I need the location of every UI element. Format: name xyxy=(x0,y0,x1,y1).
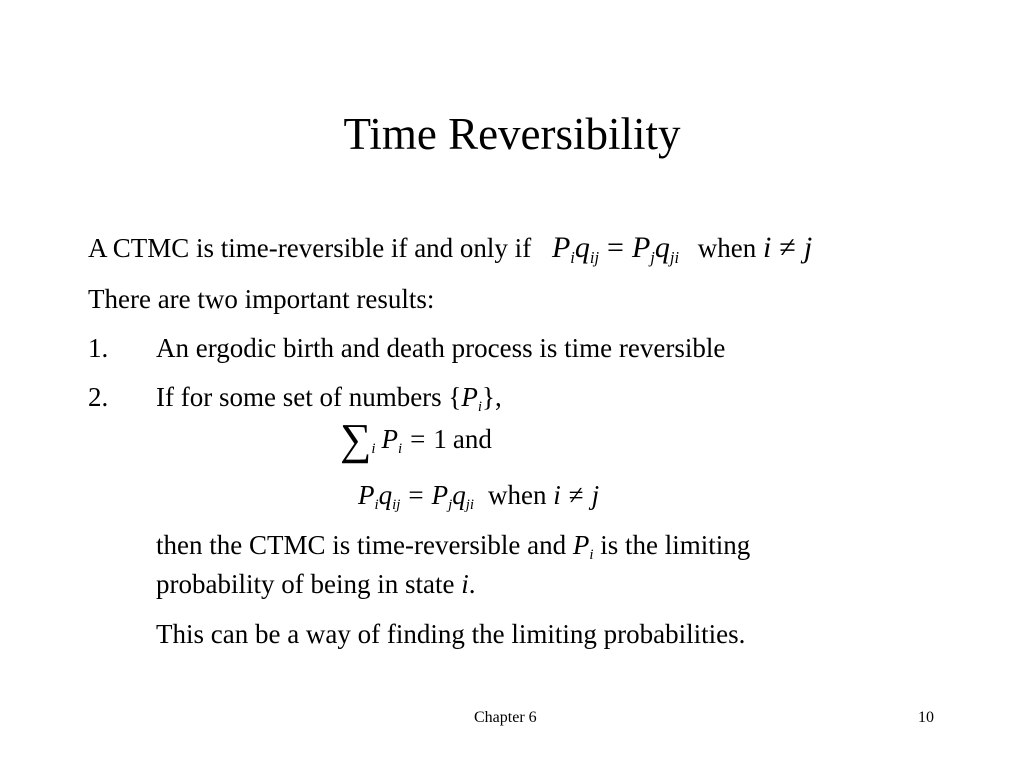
definition-text: A CTMC is time-reversible if and only if xyxy=(88,233,532,263)
item-text-1: An ergodic birth and death process is time reversible xyxy=(156,333,726,363)
definition-line xyxy=(88,231,812,265)
sigma-symbol: ∑ xyxy=(340,415,372,464)
footer-page-number: 10 xyxy=(918,709,934,726)
item-number-1: 1. xyxy=(88,333,109,363)
slide-title: Time Reversibility xyxy=(343,109,681,159)
results-intro: There are two important results: xyxy=(88,284,435,314)
item-number-2: 2. xyxy=(88,382,109,412)
balance-equation: $P_iq_{ij} = P_jq_{ji}$ when i ≠ j xyxy=(358,480,600,514)
when-word: when xyxy=(697,233,757,263)
closing-remark: This can be a way of finding the limiting probabilities. xyxy=(156,619,746,649)
footer-chapter: Chapter 6 xyxy=(474,709,537,726)
reversibility-equation: $P_iq_{ij} = P_jq_{ji}$ xyxy=(551,231,680,267)
condition: i ≠ j xyxy=(763,231,813,264)
sum-equation: $\sum_i$ $P_i = 1$ and xyxy=(340,415,492,464)
conclusion-line-2: probability of being in state i. xyxy=(156,569,476,599)
item-text-2: If for some set of numbers $\{P_i\}$, xyxy=(156,382,502,416)
conclusion-line-1: then the CTMC is time-reversible and $P_i$ is the limiting xyxy=(156,530,751,564)
